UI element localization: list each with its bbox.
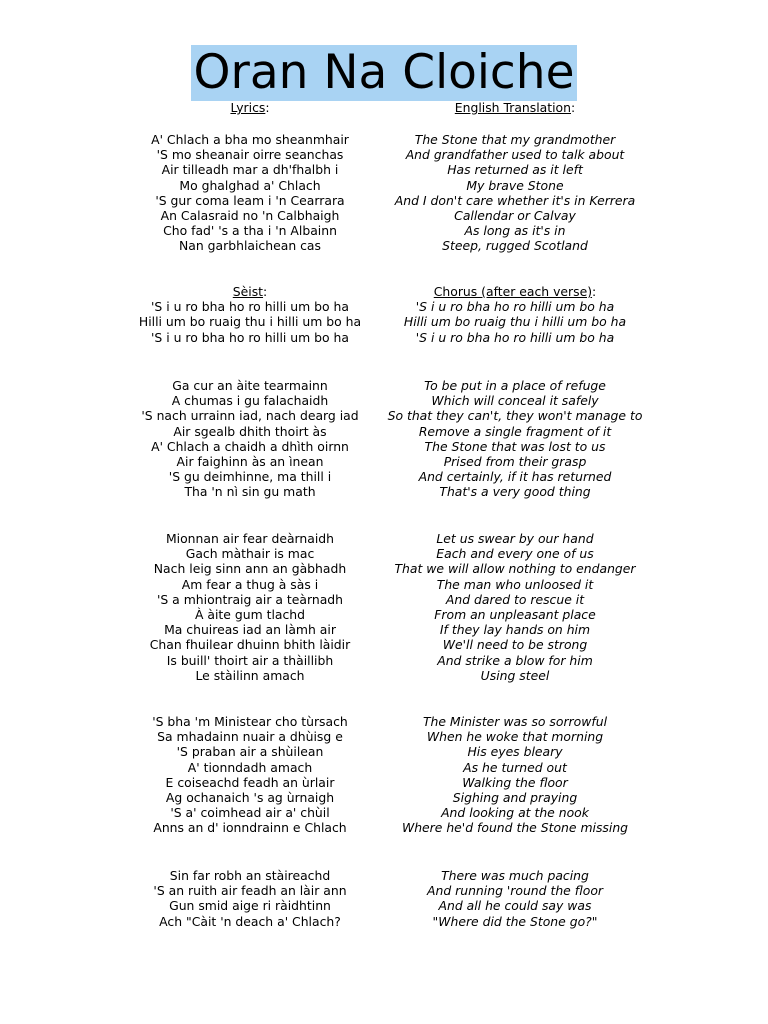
lyrics-line: Anns an d' ionndrainn e Chlach — [153, 820, 347, 836]
lyrics-line: 'S i u ro bha ho ro hilli um bo ha — [151, 299, 349, 315]
lyrics-line: Air sgealb dhith thoirt às — [173, 423, 327, 439]
lyrics-line: Hilli um bo ruaig thu i hilli um bo ha — [138, 314, 362, 330]
lyrics-stanza — [105, 868, 395, 929]
lyrics-line: A' tionndadh amach — [187, 759, 313, 775]
lyrics-stanza — [105, 378, 395, 500]
lyrics-line: 'S bha 'm Ministear cho tùrsach — [152, 714, 348, 729]
lyrics-line: Gach màthair is mac — [185, 546, 315, 562]
translation-line: My brave Stone — [466, 177, 564, 193]
lyrics-line: 'S an ruith air feadh an làir ann — [153, 883, 347, 899]
translation-stanza — [370, 531, 660, 683]
translation-line: So that they can't, they won't manage to — [387, 408, 643, 424]
translation-line: Each and every one of us — [436, 546, 594, 562]
translation-line: Remove a single fragment of it — [418, 423, 612, 439]
translation-line: As he turned out — [463, 759, 567, 775]
lyrics-stanza — [105, 284, 395, 345]
translation-stanza — [370, 868, 660, 929]
translation-heading-text: English Translation — [454, 100, 571, 115]
translation-stanza — [370, 284, 660, 345]
lyrics-line: Ga cur an àite tearmainn — [172, 378, 328, 393]
lyrics-line: Air faighinn às an ìnean — [176, 454, 324, 470]
lyrics-line: A' Chlach a bha mo sheanmhair — [151, 132, 349, 147]
translation-line: Using steel — [480, 667, 550, 683]
translation-line: That's a very good thing — [439, 484, 591, 500]
lyrics-line: Sa mhadainn nuair a dhùisg e — [157, 729, 343, 745]
lyrics-chorus-heading-text: Sèist — [232, 284, 264, 299]
lyrics-line: Ach "Càit 'n deach a' Chlach? — [159, 913, 341, 929]
lyrics-line: A chumas i gu falachaidh — [171, 393, 329, 409]
lyrics-line: 'S gu deimhinne, ma thill i — [168, 469, 332, 485]
lyrics-line: E coiseachd feadh an ùrlair — [165, 774, 335, 790]
lyrics-line: Mo ghalghad a' Chlach — [179, 177, 321, 193]
lyrics-line: 'S mo sheanair oirre seanchas — [156, 147, 344, 163]
lyrics-line: 'S praban air a shùilean — [176, 744, 324, 760]
lyrics-line: Le stàilinn amach — [195, 667, 305, 683]
translation-line: There was much pacing — [441, 868, 589, 883]
lyrics-line: Ag ochanaich 's ag ùrnaigh — [165, 790, 335, 806]
translation-stanza — [370, 378, 660, 500]
translation-line: 'S i u ro bha ho ro hilli um bo ha — [415, 329, 615, 345]
translation-stanza — [370, 132, 660, 254]
lyrics-heading: Lyrics: — [230, 100, 270, 115]
translation-chorus-heading-text: Chorus (after each verse) — [433, 284, 593, 299]
lyrics-line: 'S gur coma leam i 'n Cearrara — [155, 192, 345, 208]
translation-line: Where he'd found the Stone missing — [401, 820, 629, 836]
translation-line: When he woke that morning — [426, 729, 604, 745]
translation-line: Which will conceal it safely — [431, 393, 599, 409]
lyrics-stanza — [105, 714, 395, 836]
translation-column — [370, 100, 660, 929]
translation-line: To be put in a place of refuge — [424, 378, 606, 393]
translation-line: The man who unloosed it — [436, 576, 594, 592]
lyrics-stanza — [105, 132, 395, 254]
lyrics-line: Gun smid aige ri ràidhtinn — [169, 898, 331, 914]
lyrics-line: 'S i u ro bha ho ro hilli um bo ha — [151, 329, 349, 345]
translation-line: From an unpleasant place — [434, 607, 596, 623]
translation-line: If they lay hands on him — [439, 622, 591, 638]
lyrics-line: Is buill' thoirt air a thàillibh — [166, 652, 334, 668]
translation-chorus-heading: Chorus (after each verse): — [433, 284, 597, 299]
page-title: Oran Na Cloiche — [191, 45, 578, 101]
lyrics-heading-text: Lyrics — [230, 100, 266, 115]
translation-line: "Where did the Stone go?" — [432, 913, 598, 929]
translation-line: His eyes bleary — [467, 744, 563, 760]
translation-line: Hilli um bo ruaig thu i hilli um bo ha — [403, 314, 627, 330]
lyrics-line: 'S nach urrainn iad, nach dearg iad — [141, 408, 359, 424]
translation-line: And I don't care whether it's in Kerrera — [394, 192, 636, 208]
lyrics-line: 'S a' coimhead air a' chùil — [170, 805, 330, 821]
lyrics-line: An Calasraid no 'n Calbhaigh — [160, 208, 340, 224]
translation-heading: English Translation: — [454, 100, 576, 115]
translation-line: 'S i u ro bha ho ro hilli um bo ha — [415, 299, 615, 315]
lyrics-line: 'S a mhiontraig air a teàrnadh — [156, 591, 344, 607]
translation-line: The Stone that was lost to us — [424, 438, 606, 454]
lyrics-line: Nan garbhlaichean cas — [179, 238, 321, 254]
lyrics-line: Mionnan air fear deàrnaidh — [165, 531, 335, 546]
translation-line: The Stone that my grandmother — [414, 132, 616, 147]
lyrics-line: Tha 'n nì sin gu math — [184, 484, 316, 500]
translation-line: Sighing and praying — [452, 790, 578, 806]
translation-line: Has returned as it left — [447, 162, 583, 178]
lyrics-line: Air tilleadh mar a dh'fhalbh i — [161, 162, 339, 178]
lyrics-column — [105, 100, 395, 929]
translation-line: And dared to rescue it — [445, 591, 585, 607]
lyrics-line: Am fear a thug à sàs i — [181, 576, 319, 592]
lyrics-line: A' Chlach a chaidh a dhìth oirnn — [151, 438, 349, 454]
lyrics-chorus-heading: Sèist: — [232, 284, 268, 299]
translation-line: And certainly, if it has returned — [418, 469, 612, 485]
title-container — [0, 45, 768, 101]
translation-line: Steep, rugged Scotland — [442, 238, 588, 254]
translation-line: That we will allow nothing to endanger — [394, 561, 636, 577]
translation-line: Let us swear by our hand — [436, 531, 594, 546]
translation-stanza — [370, 714, 660, 836]
translation-line: The Minister was so sorrowful — [422, 714, 608, 729]
lyrics-line: Cho fad' 's a tha i 'n Albainn — [163, 223, 337, 239]
lyrics-stanza — [105, 531, 395, 683]
lyrics-line: Nach leig sinn ann an gàbhadh — [153, 561, 347, 577]
translation-line: Prised from their grasp — [443, 454, 587, 470]
translation-line: And strike a blow for him — [437, 652, 593, 668]
translation-line: And looking at the nook — [441, 805, 589, 821]
translation-line: As long as it's in — [464, 223, 566, 239]
translation-line: We'll need to be strong — [442, 637, 588, 653]
translation-line: And grandfather used to talk about — [405, 147, 625, 163]
lyrics-line: Chan fhuilear dhuinn bhith làidir — [149, 637, 351, 653]
translation-line: Walking the floor — [462, 774, 568, 790]
translation-line: And all he could say was — [438, 898, 592, 914]
lyrics-line: Ma chuireas iad an làmh air — [164, 622, 336, 638]
translation-line: And running 'round the floor — [426, 883, 603, 899]
translation-line: Callendar or Calvay — [454, 208, 576, 224]
lyrics-line: À àite gum tlachd — [194, 607, 306, 623]
lyrics-line: Sin far robh an stàireachd — [169, 868, 331, 883]
